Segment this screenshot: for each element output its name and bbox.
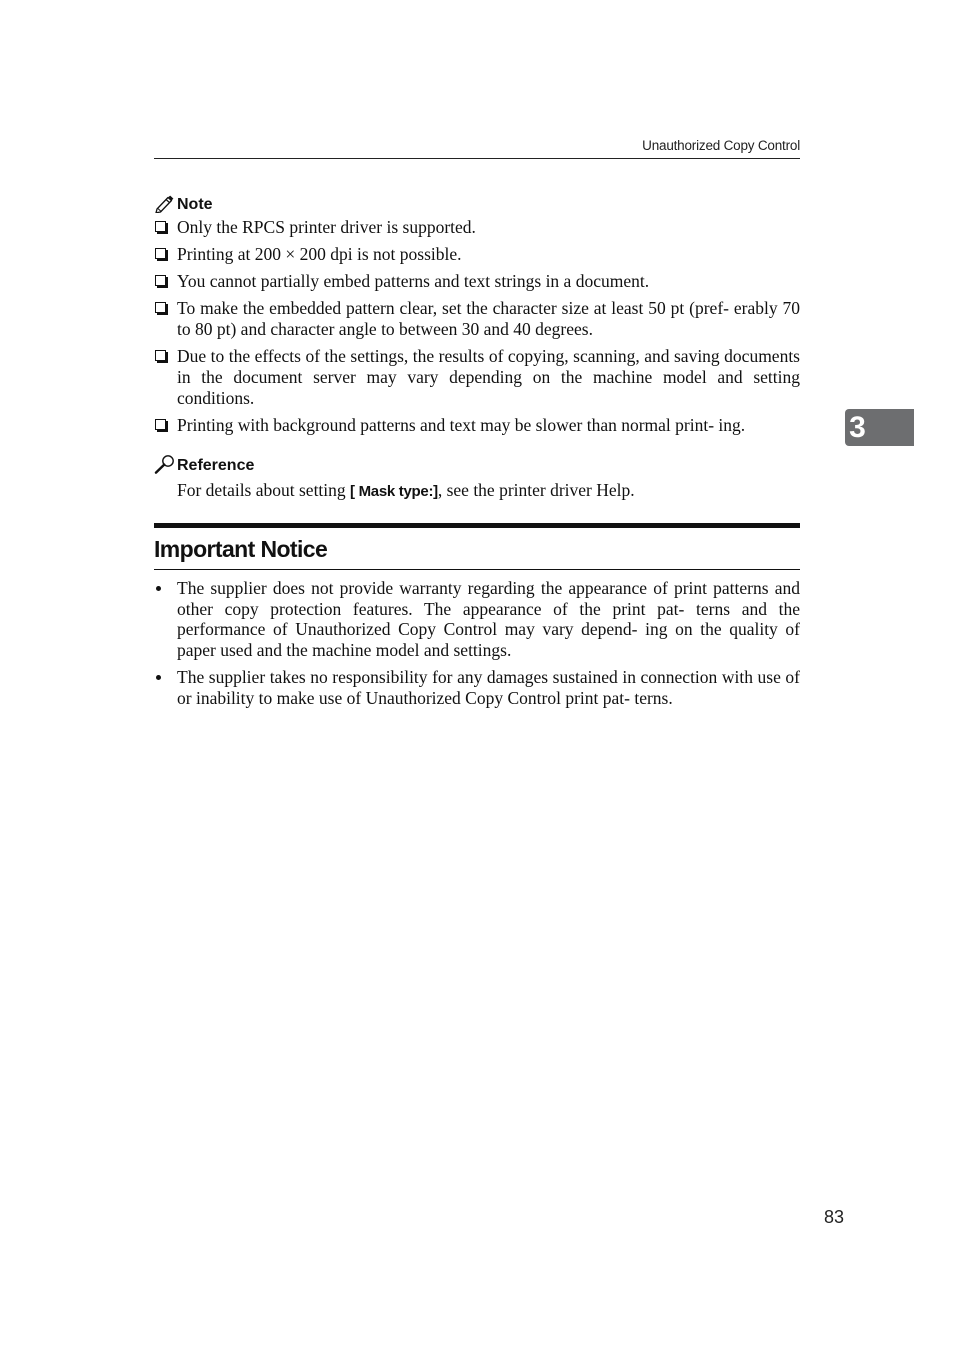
note-item-text: To make the embedded pattern clear, set the character size at least 50 pt (pref- erably 70 to 80 pt) and character angle to between 30 and 40 degrees.	[177, 298, 800, 339]
note-item	[154, 346, 800, 409]
checkbox-bullet-icon	[155, 275, 166, 286]
note-item	[154, 298, 800, 340]
running-header-title: Unauthorized Copy Control	[642, 138, 800, 153]
chapter-number: 3	[849, 411, 865, 444]
important-notice-item	[154, 667, 800, 708]
note-item-text: Due to the effects of the settings, the results of copying, scanning, and saving documents in the document server may vary depending on the machine model and setting conditions.	[177, 346, 800, 408]
reference-text-before: For details about setting	[177, 480, 351, 500]
reference-heading-label: Reference	[177, 457, 255, 474]
reference-text	[154, 480, 800, 502]
mask-type-key-label: [ Mask type:]	[350, 483, 438, 500]
note-heading	[154, 191, 800, 215]
checkbox-bullet-icon	[155, 302, 166, 313]
important-notice-item-text: The supplier does not provide warranty regarding the appearance of print patterns and other copy protection features. The appearance of the print pat- terns and the performance of Unauthorized Copy Control may vary depend- ing on the quality of paper used and the machine model and settings.	[177, 578, 800, 660]
important-notice-item	[154, 578, 800, 660]
note-item	[154, 217, 800, 238]
section-title-rule	[154, 569, 800, 570]
checkbox-bullet-icon	[155, 221, 166, 232]
note-item	[154, 415, 800, 436]
magnifier-icon	[154, 454, 177, 476]
chapter-tab	[845, 409, 914, 446]
note-item-text: You cannot partially embed patterns and text strings in a document.	[177, 271, 650, 291]
reference-text-after: , see the printer driver Help.	[437, 480, 635, 500]
important-notice-list	[154, 578, 800, 709]
bullet-dot-icon	[156, 675, 161, 680]
page-content	[154, 191, 800, 716]
note-item	[154, 244, 800, 265]
note-heading-label: Note	[177, 196, 213, 213]
note-item-text: Only the RPCS printer driver is supported.	[177, 217, 476, 237]
checkbox-bullet-icon	[155, 248, 166, 259]
important-notice-item-text: The supplier takes no responsibility for any damages sustained in connection with use of or inability to make use of Unauthorized Copy Control print pat- terns.	[177, 667, 800, 708]
important-notice-title: Important Notice	[154, 536, 328, 562]
pencil-icon	[154, 193, 177, 215]
note-item	[154, 271, 800, 292]
note-list	[154, 217, 800, 436]
bullet-dot-icon	[156, 586, 161, 591]
reference-heading	[154, 452, 800, 476]
reference-section	[154, 452, 800, 502]
section-top-rule	[154, 523, 800, 528]
page-number: 83	[823, 1207, 844, 1227]
note-item-text: Printing with background patterns and text may be slower than normal print- ing.	[177, 415, 746, 435]
note-item-text: Printing at 200 × 200 dpi is not possible.	[177, 244, 462, 264]
checkbox-bullet-icon	[155, 350, 166, 361]
header-rule	[154, 158, 800, 159]
checkbox-bullet-icon	[155, 419, 166, 430]
